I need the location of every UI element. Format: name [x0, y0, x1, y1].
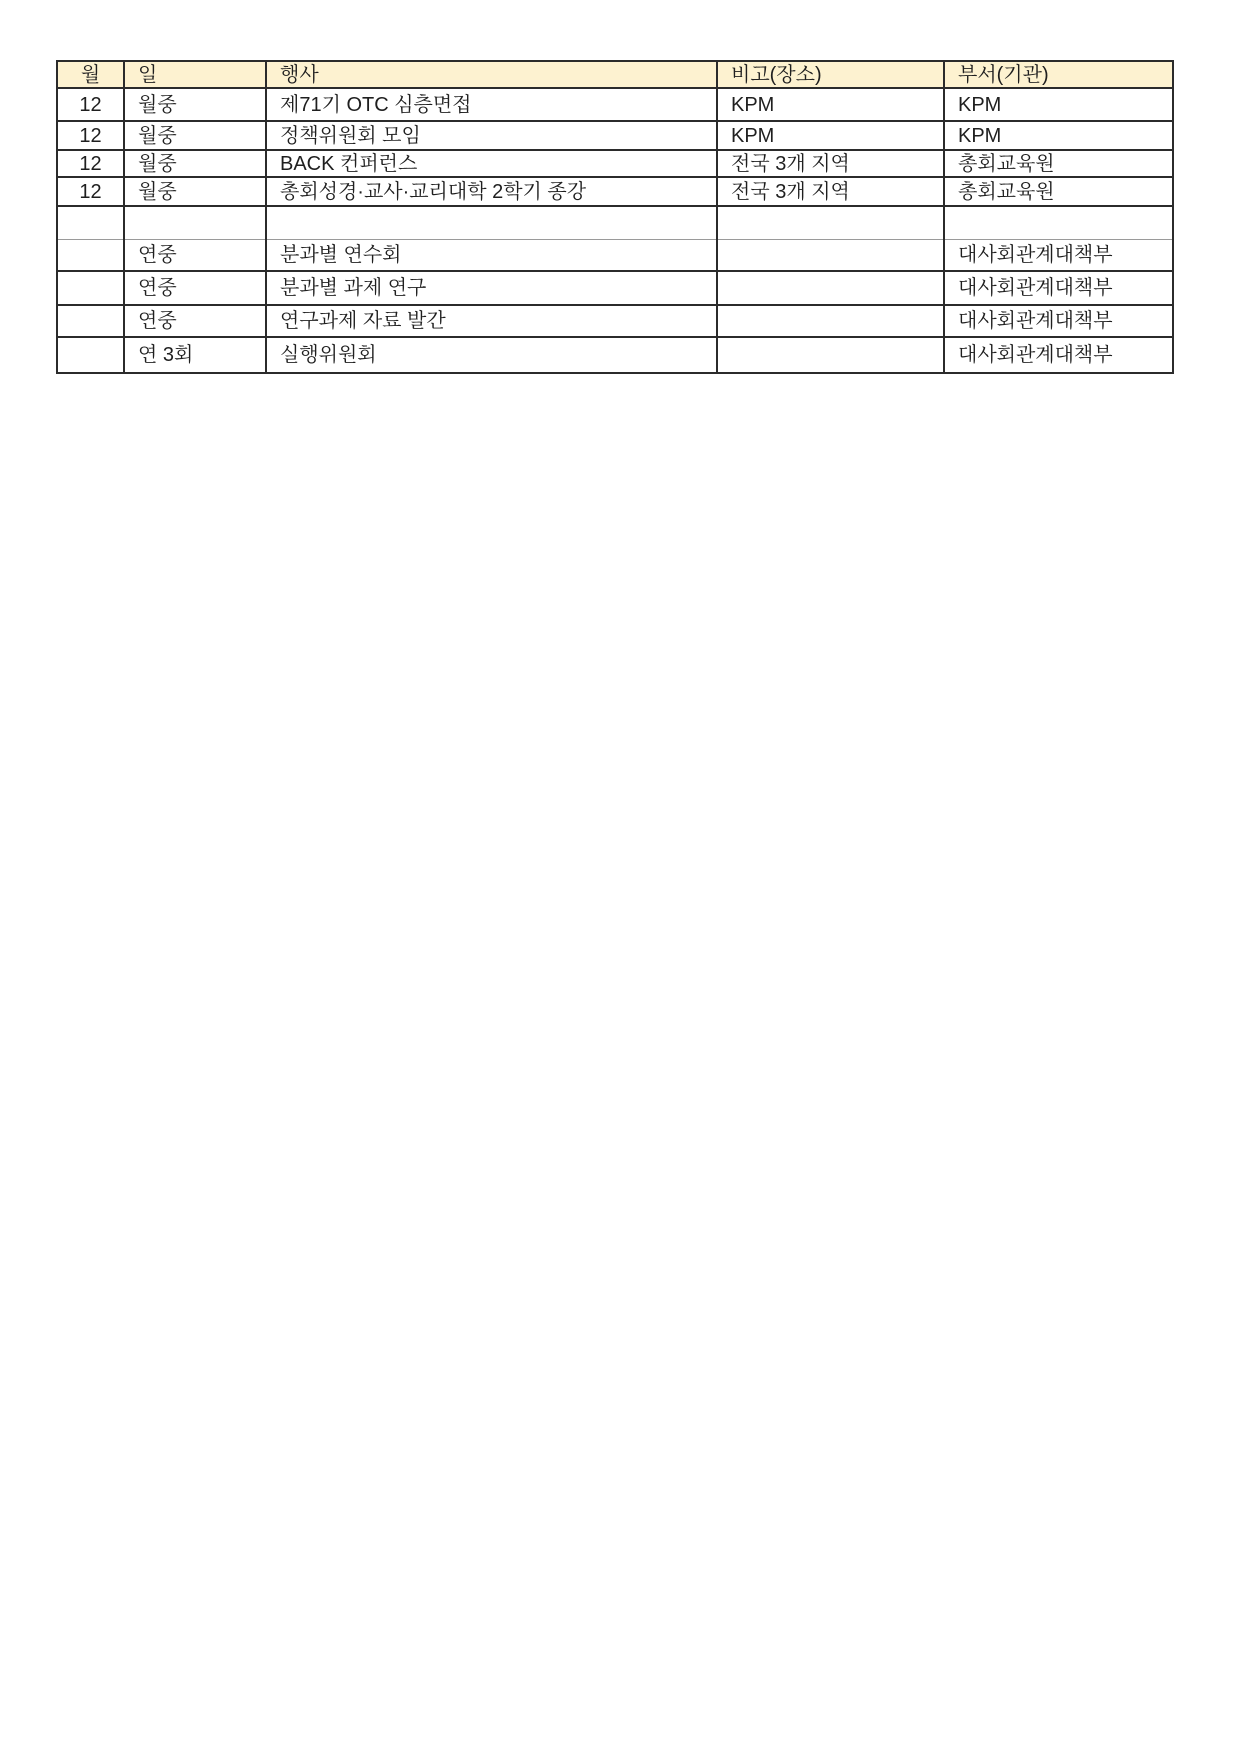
cell-event: 총회성경·교사·교리대학 2학기 종강: [266, 177, 717, 206]
cell-note: KPM: [717, 121, 944, 150]
table-row: [57, 150, 1173, 177]
table-row-empty-spacer: [57, 206, 1173, 240]
cell-note: 전국 3개 지역: [717, 150, 944, 177]
table-row: [57, 271, 1173, 305]
cell-department: 대사회관계대책부: [944, 240, 1173, 272]
cell-note: [717, 305, 944, 337]
cell-event: [266, 206, 717, 240]
cell-note: [717, 337, 944, 373]
yearly-schedule-table: [56, 60, 1174, 374]
cell-department: 대사회관계대책부: [944, 337, 1173, 373]
cell-event: 제71기 OTC 심층면접: [266, 88, 717, 121]
cell-month: 12: [57, 150, 124, 177]
cell-day: 연 3회: [124, 337, 266, 373]
table-row: [57, 305, 1173, 337]
cell-department: 대사회관계대책부: [944, 305, 1173, 337]
cell-month: 12: [57, 121, 124, 150]
cell-department: 총회교육원: [944, 177, 1173, 206]
cell-day: 월중: [124, 150, 266, 177]
column-header-day: 일: [124, 61, 266, 88]
cell-day: 월중: [124, 88, 266, 121]
cell-month: [57, 337, 124, 373]
cell-day: 월중: [124, 177, 266, 206]
cell-department: 총회교육원: [944, 150, 1173, 177]
cell-note: [717, 240, 944, 272]
cell-day: [124, 206, 266, 240]
cell-month: [57, 240, 124, 272]
cell-day: 연중: [124, 271, 266, 305]
cell-department: 대사회관계대책부: [944, 271, 1173, 305]
cell-note: [717, 206, 944, 240]
cell-note: 전국 3개 지역: [717, 177, 944, 206]
column-header-month: 월: [57, 61, 124, 88]
cell-day: 월중: [124, 121, 266, 150]
table-row: [57, 240, 1173, 272]
cell-month: 12: [57, 88, 124, 121]
cell-event: 연구과제 자료 발간: [266, 305, 717, 337]
cell-event: 분과별 연수회: [266, 240, 717, 272]
column-header-department: 부서(기관): [944, 61, 1173, 88]
cell-note: KPM: [717, 88, 944, 121]
table-row: [57, 88, 1173, 121]
cell-department: KPM: [944, 88, 1173, 121]
cell-month: [57, 206, 124, 240]
cell-department: KPM: [944, 121, 1173, 150]
column-header-note-place: 비고(장소): [717, 61, 944, 88]
table-row: [57, 121, 1173, 150]
cell-event: 분과별 과제 연구: [266, 271, 717, 305]
cell-month: 12: [57, 177, 124, 206]
cell-day: 연중: [124, 240, 266, 272]
column-header-event: 행사: [266, 61, 717, 88]
table-row: [57, 177, 1173, 206]
cell-department: [944, 206, 1173, 240]
table-header-row: [57, 61, 1173, 88]
cell-event: 정책위원회 모임: [266, 121, 717, 150]
cell-note: [717, 271, 944, 305]
cell-event: BACK 컨퍼런스: [266, 150, 717, 177]
table-row: [57, 337, 1173, 373]
cell-month: [57, 305, 124, 337]
cell-day: 연중: [124, 305, 266, 337]
cell-event: 실행위원회: [266, 337, 717, 373]
cell-month: [57, 271, 124, 305]
